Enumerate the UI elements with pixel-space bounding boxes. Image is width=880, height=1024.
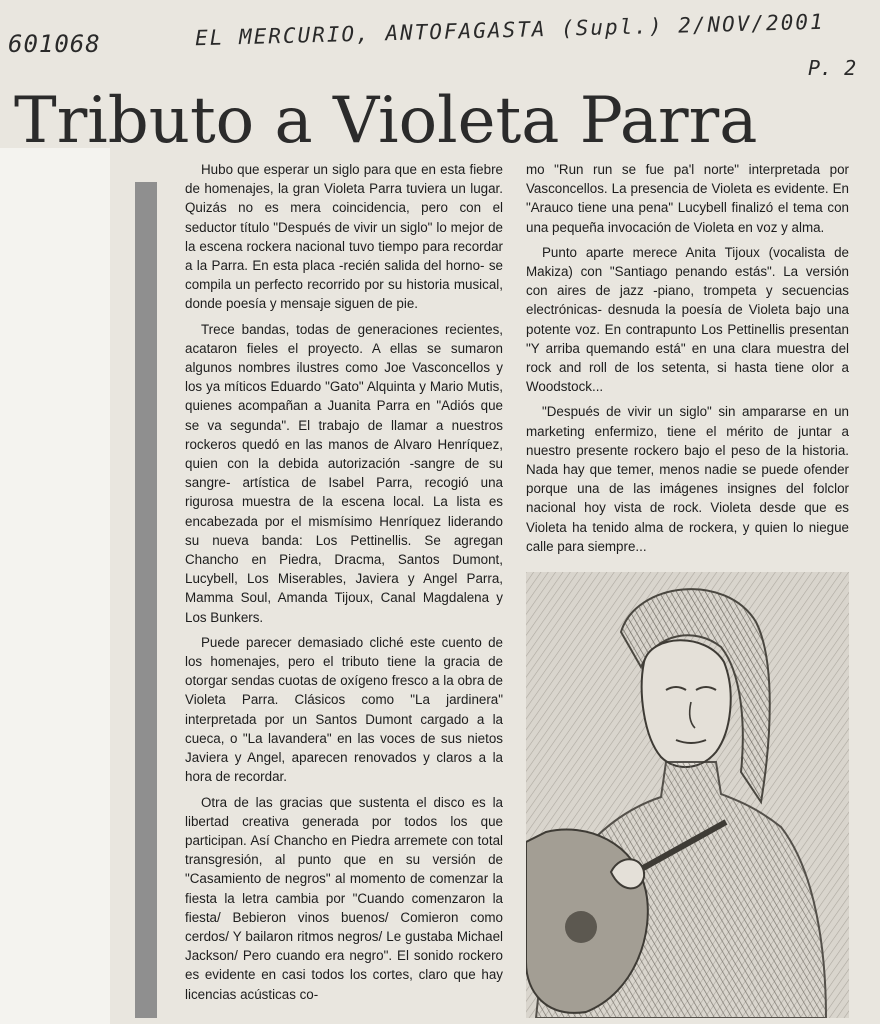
page-margin <box>0 148 110 1024</box>
article-paragraph: Punto aparte merece Anita Tijoux (vocalista de Makiza) con "Santiago penando estás". La versión con aires de jazz -piano, trompeta y secuencias electrónicas- desnuda la poesía de Violeta bajo una potente voz. En contrapunto Los Pettinellis presentan "Y arriba quemando está" en una clara muestra del rock and roll de los setenta, si hasta tiene olor a Woodstock... <box>526 244 849 395</box>
article-paragraph: mo "Run run se fue pa'l norte" interpretada por Vasconcellos. La presencia de Violeta es evidente. En "Arauco tiene una pena" Lucybell finalizó el tema con una pequeña invocación de Violeta en voz y alma. <box>526 162 849 235</box>
handwritten-source-note: EL MERCURIO, ANTOFAGASTA (Supl.) 2/NOV/2001 <box>194 9 825 51</box>
decorative-side-bar <box>135 182 157 1018</box>
article-column-2 <box>526 160 849 562</box>
article-paragraph: "Después de vivir un siglo" sin ampararse en un marketing enfermizo, tiene el mérito de juntar a nuestro presente rockero bajo el peso de la historia. Nada hay que temer, menos nadie se puede ofender porque una de las imágenes insignes del folclor nacional hoy vista de rock. Violeta desde que es Violeta ha tenido alma de rockera, y quien lo niegue calle para siempre... <box>526 404 849 554</box>
portrait-sketch-image <box>526 572 849 1018</box>
article-paragraph: Trece bandas, todas de generaciones recientes, acataron fieles el proyecto. A ellas se sumaron algunos nombres ilustres como Joe Vasconcellos y los ya míticos Eduardo "Gato" Alquinta y Mario Mutis, quienes acompañan a Juanita Parra en "Adiós que se va segunda". El trabajo de llamar a nuestros rockeros quedó en las manos de Alvaro Henríquez, quien con la debida autorización -sangre de su sangre- artística de Isabel Parra, recogió una rigurosa muestra de la escena local. La lista es encabezada por el mismísimo Henríquez liderando su nueva banda: Los Pettinellis. Se agregan Chancho en Piedra, Dracma, Santos Dumont, Lucybell, Los Miserables, Javiera y Angel Parra, Mamma Soul, Amanda Tijoux, Canal Magdalena y Los Bunkers. <box>185 321 503 625</box>
article-column-1 <box>185 160 503 1010</box>
article-paragraph: Hubo que esperar un siglo para que en esta fiebre de homenajes, la gran Violeta Parra tuviera un lugar. Quizás no es mera coincidencia, pero con el seductor título "Después de vivir un siglo" lo mejor de la escena rockera nacional tuvo tiempo para recordar a la Parra. En esta placa -recién salida del horno- se compila un perfecto recorrido por su historia musical, donde poesía y mensaje siguen de pie. <box>185 162 503 312</box>
archive-stamp-number: 601068 <box>8 30 101 58</box>
article-paragraph: Otra de las gracias que sustenta el disco es la libertad creativa generada por todos los que participan. Así Chancho en Piedra arremete con total transgresión, al punto que en su versión de "Casamiento de negros" al momento de comenzar la fiesta la letra cambia por "Cuando comenzaron la fiesta/ Bebieron vinos buenos/ Comieron como cerdos/ Y bailaron ritmos negros/ Le gustaba Michael Jackson/ Pero cuando era negro". El sonido rockero es evidente en casi todos los cortes, claro que hay licencias acústicas co- <box>185 794 503 1002</box>
violeta-parra-illustration <box>526 572 849 1018</box>
article-headline: Tributo a Violeta Parra <box>14 84 758 158</box>
handwritten-page-ref: P. 2 <box>808 56 857 80</box>
article-paragraph: Puede parecer demasiado cliché este cuento de los homenajes, pero el tributo tiene la gracia de otorgar sendas cuotas de oxígeno fresco a la obra de Violeta Parra. Clásicos como "La jardinera" interpretada por un Santos Dumont cargado a la cueca, o "La lavandera" en las voces de sus nietos Javiera y Angel, aparecen renovados y claros a la hora de recordar. <box>185 634 503 785</box>
